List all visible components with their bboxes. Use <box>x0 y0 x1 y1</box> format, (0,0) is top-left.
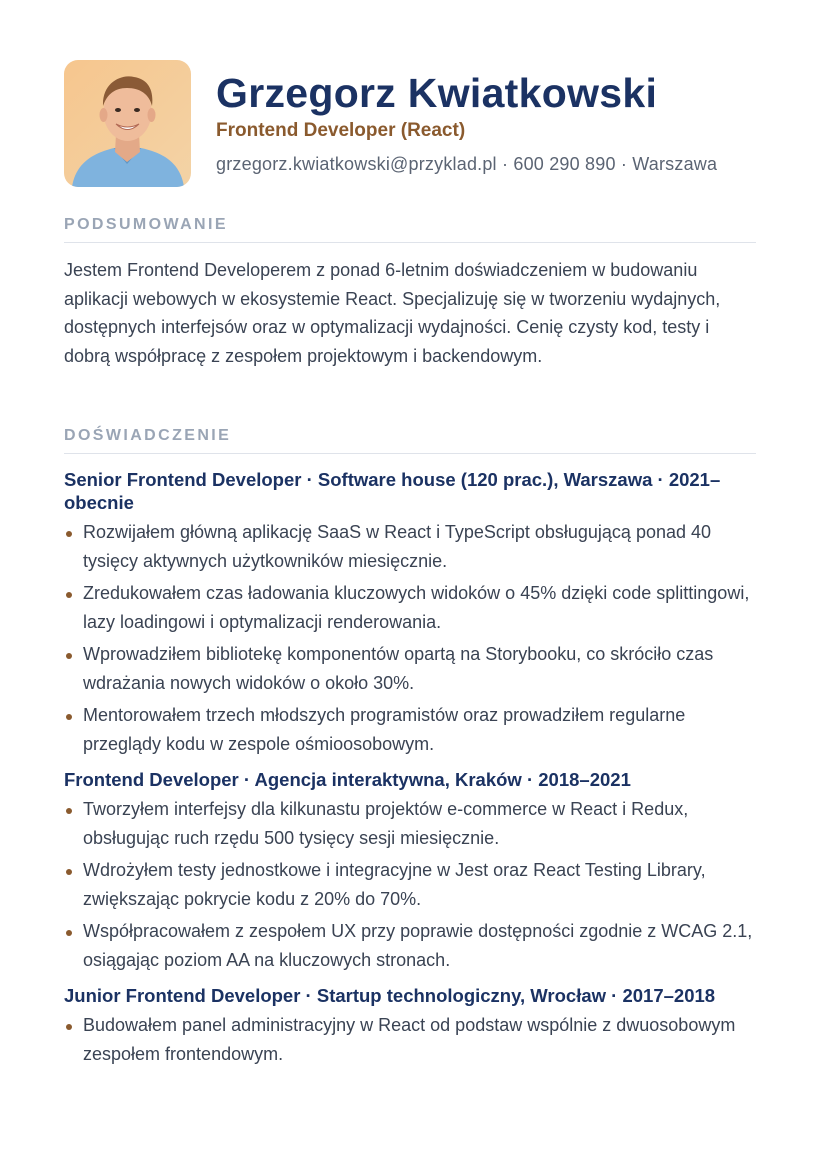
bullet-text: Budowałem panel administracyjny w React od podstaw wspólnie z dwuosobowym zespołem frontendowym. <box>83 1015 736 1064</box>
bullet-item <box>64 579 764 636</box>
bullet-text: Wprowadziłem bibliotekę komponentów opartą na Storybooku, co skróciło czas wdrażania nowych widoków o około 30%. <box>83 644 714 693</box>
bullet-dot-icon <box>66 531 72 537</box>
job-bullets <box>64 795 764 974</box>
bullet-text: Mentorowałem trzech młodszych programistów oraz prowadziłem regularne przeglądy kodu w zespole ośmioosobowym. <box>83 705 686 754</box>
bullet-dot-icon <box>66 930 72 936</box>
bullet-item <box>64 518 764 575</box>
profile-photo <box>64 60 191 187</box>
bullet-item <box>64 795 764 852</box>
contact-line: grzegorz.kwiatkowski@przyklad.pl · 600 290 890 · Warszawa <box>216 154 718 174</box>
summary-heading: PODSUMOWANIE <box>64 216 756 243</box>
bullet-dot-icon <box>66 808 72 814</box>
bullet-text: Wdrożyłem testy jednostkowe i integracyjne w Jest oraz React Testing Library, zwiększając pokrycie kodu z 20% do 70%. <box>83 860 706 909</box>
bullet-dot-icon <box>66 714 72 720</box>
bullet-dot-icon <box>66 1024 72 1030</box>
bullet-text: Współpracowałem z zespołem UX przy poprawie dostępności zgodnie z WCAG 2.1, osiągając poziom AA na kluczowych stronach. <box>83 921 753 970</box>
summary-text: Jestem Frontend Developerem z ponad 6-letnim doświadczeniem w budowaniu aplikacji webowych w ekosystemie React. Specjalizuję się w tworzeniu wydajnych, dostępnych interfejsów oraz w optymalizacji wydajności. Cenię czysty kod, testy i dobrą współpracę z zespołem projektowym i backendowym. <box>64 260 721 366</box>
job-entry <box>64 468 764 758</box>
bullet-item <box>64 640 764 697</box>
bullet-text: Tworzyłem interfejsy dla kilkunastu projektów e-commerce w React i Redux, obsługując ruch rzędu 500 tysięcy sesji miesięcznie. <box>83 799 689 848</box>
bullet-text: Rozwijałem główną aplikację SaaS w React i TypeScript obsługującą ponad 40 tysięcy aktywnych użytkowników miesięcznie. <box>83 522 712 571</box>
resume-header <box>64 60 764 190</box>
bullet-item <box>64 856 764 913</box>
experience-heading: DOŚWIADCZENIE <box>64 427 756 454</box>
bullet-item <box>64 1011 764 1068</box>
bullet-item <box>64 701 764 758</box>
job-bullets <box>64 518 764 758</box>
job-title: Junior Frontend Developer · Startup technologiczny, Wrocław · 2017–2018 <box>64 985 716 1006</box>
bullet-item <box>64 917 764 974</box>
experience-list <box>64 468 764 1078</box>
bullet-dot-icon <box>66 592 72 598</box>
bullet-text: Zredukowałem czas ładowania kluczowych widoków o 45% dzięki code splittingowi, lazy loadingowi i optymalizacji renderowania. <box>83 583 750 632</box>
bullet-dot-icon <box>66 869 72 875</box>
candidate-name: Grzegorz Kwiatkowski <box>216 70 658 116</box>
job-title: Frontend Developer · Agencja interaktywna, Kraków · 2018–2021 <box>64 769 631 790</box>
job-title: Senior Frontend Developer · Software house (120 prac.), Warszawa · 2021–obecnie <box>64 469 721 513</box>
job-role: Frontend Developer (React) <box>216 120 466 141</box>
job-bullets <box>64 1011 764 1068</box>
job-entry <box>64 984 764 1068</box>
job-entry <box>64 768 764 974</box>
bullet-dot-icon <box>66 653 72 659</box>
